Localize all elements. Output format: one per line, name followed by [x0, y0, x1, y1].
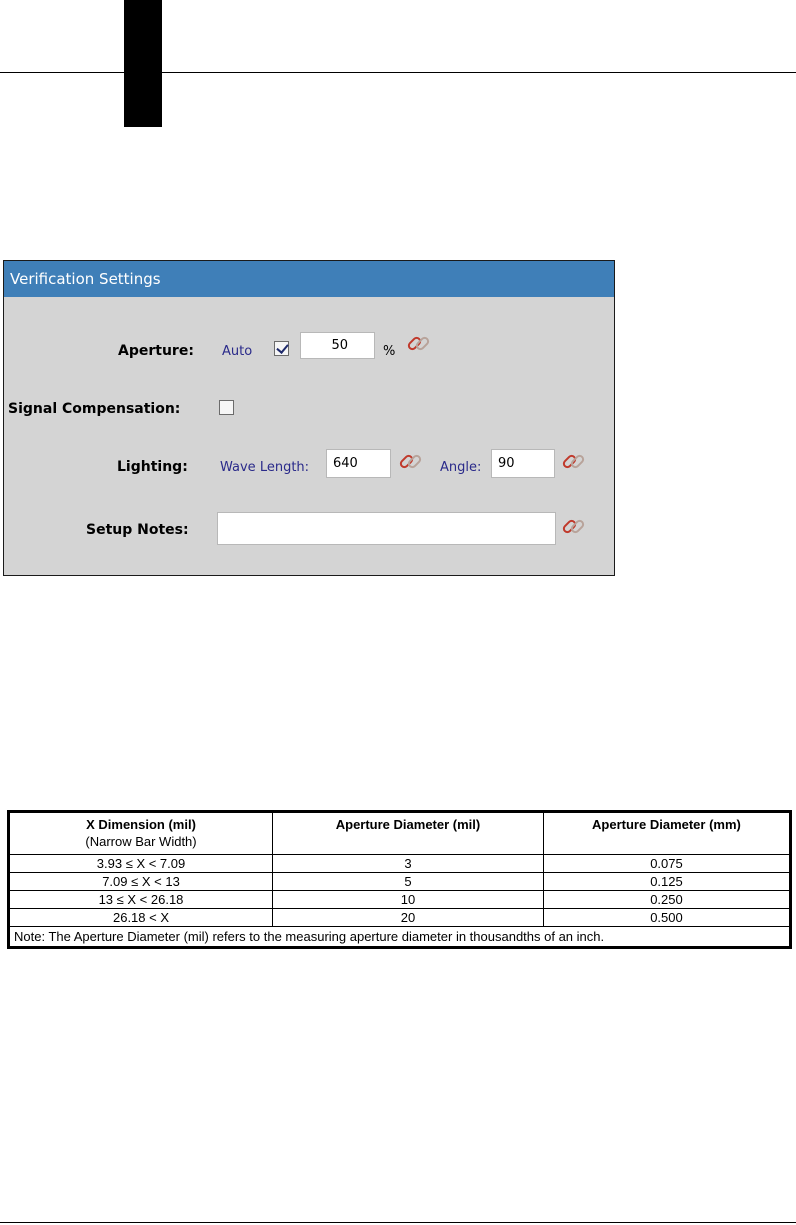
- link-icon[interactable]: [398, 453, 424, 471]
- table-row: [9, 873, 791, 891]
- table-cell: 3.93 ≤ X < 7.09: [9, 855, 273, 873]
- wave-length-label: Wave Length:: [220, 460, 310, 475]
- table-note: Note: The Aperture Diameter (mil) refers to the measuring aperture diameter in thousandths of an inch.: [9, 927, 791, 948]
- aperture-auto-checkbox[interactable]: [274, 341, 289, 356]
- table-row: [9, 891, 791, 909]
- table-cell: 10: [273, 891, 544, 909]
- table-row: [9, 855, 791, 873]
- table-row: [9, 909, 791, 927]
- angle-label: Angle:: [440, 460, 482, 475]
- lighting-label: Lighting:: [117, 459, 188, 475]
- column-header-subtitle: (Narrow Bar Width): [85, 834, 197, 849]
- checkmark-icon: [276, 341, 288, 354]
- link-icon[interactable]: [406, 335, 432, 353]
- aperture-label: Aperture:: [118, 343, 194, 359]
- angle-input[interactable]: [491, 449, 555, 478]
- table-cell: 13 ≤ X < 26.18: [9, 891, 273, 909]
- verification-settings-panel: [3, 260, 615, 576]
- setup-notes-input[interactable]: [217, 512, 556, 545]
- footer-rule: [0, 1222, 796, 1223]
- column-header-title: X Dimension (mil): [86, 817, 196, 832]
- wave-length-input[interactable]: [326, 449, 391, 478]
- aperture-table: [7, 810, 792, 949]
- table-note-row: [9, 927, 791, 948]
- table-cell: 0.250: [543, 891, 790, 909]
- table-cell: 3: [273, 855, 544, 873]
- column-header-aperture-mil: Aperture Diameter (mil): [273, 812, 544, 855]
- table-cell: 0.500: [543, 909, 790, 927]
- table-header-row: [9, 812, 791, 855]
- link-icon[interactable]: [561, 453, 587, 471]
- page-tab-marker: [124, 0, 162, 127]
- aperture-unit-label: %: [383, 344, 396, 359]
- table-cell: 7.09 ≤ X < 13: [9, 873, 273, 891]
- table-cell: 0.075: [543, 855, 790, 873]
- header-rule: [0, 72, 796, 73]
- table-cell: 0.125: [543, 873, 790, 891]
- panel-title: Verification Settings: [4, 261, 614, 297]
- column-header-aperture-mm: Aperture Diameter (mm): [543, 812, 790, 855]
- aperture-value-input[interactable]: [300, 332, 375, 359]
- aperture-auto-label: Auto: [222, 344, 253, 359]
- signal-compensation-checkbox[interactable]: [219, 400, 234, 415]
- table-cell: 20: [273, 909, 544, 927]
- setup-notes-label: Setup Notes:: [86, 522, 189, 538]
- link-icon[interactable]: [561, 518, 587, 536]
- column-header-x-dimension: [9, 812, 273, 855]
- signal-compensation-label: Signal Compensation:: [8, 401, 181, 417]
- table-cell: 26.18 < X: [9, 909, 273, 927]
- table-cell: 5: [273, 873, 544, 891]
